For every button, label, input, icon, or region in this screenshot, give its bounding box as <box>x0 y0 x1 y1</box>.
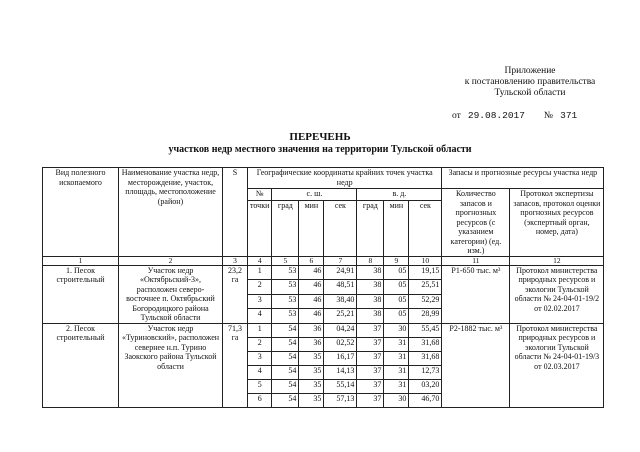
header-quantity: Количество запасов и прогнозных ресурсов (с указанием категории) (ед. изм.) <box>442 189 510 257</box>
decree-number: 371 <box>560 110 578 121</box>
col-number: 8 <box>357 256 384 265</box>
col-number: 3 <box>223 256 248 265</box>
deposits-table <box>42 167 604 408</box>
point-number: 3 <box>248 351 272 365</box>
lat-min: 46 <box>299 280 324 295</box>
lon-min: 30 <box>384 323 409 337</box>
col-number: 1 <box>43 256 119 265</box>
lat-sec: 24,91 <box>324 265 357 280</box>
lon-sec: 31,68 <box>409 337 442 351</box>
header-row-1 <box>43 168 604 189</box>
lon-sec: 25,51 <box>409 280 442 295</box>
lon-sec: 19,15 <box>409 265 442 280</box>
point-number: 6 <box>248 393 272 407</box>
header-lat: с. ш. <box>272 189 357 201</box>
lon-min: 05 <box>384 280 409 295</box>
deposit-name: Участок недр «Октябрьский-3», расположен северо-восточнее п. Октябрьский Богородицкого района Тульской области <box>119 265 223 323</box>
lat-deg: 54 <box>272 365 299 379</box>
lat-deg: 53 <box>272 265 299 280</box>
lon-deg: 37 <box>357 323 384 337</box>
header-lon-sec: сек <box>409 200 442 256</box>
header-lon-min: мин <box>384 200 409 256</box>
point-number: 1 <box>248 265 272 280</box>
col-number: 12 <box>510 256 604 265</box>
col-number: 7 <box>324 256 357 265</box>
table-row <box>43 265 604 280</box>
lon-sec: 46,70 <box>409 393 442 407</box>
appendix-line3: Тульской области <box>494 88 566 98</box>
lon-min: 05 <box>384 294 409 309</box>
lat-min: 46 <box>299 309 324 324</box>
lon-min: 31 <box>384 351 409 365</box>
table-body <box>43 265 604 407</box>
col-number: 9 <box>384 256 409 265</box>
lat-min: 35 <box>299 351 324 365</box>
point-number: 4 <box>248 365 272 379</box>
lon-min: 31 <box>384 365 409 379</box>
header-reserves: Запасы и прогнозные ресурсы участка недр <box>442 168 604 189</box>
number-prefix: № <box>543 111 553 121</box>
header-point-no: № <box>248 189 272 201</box>
lat-min: 36 <box>299 323 324 337</box>
lon-min: 31 <box>384 337 409 351</box>
point-number: 3 <box>248 294 272 309</box>
reserves-quantity: Р2-1882 тыс. м³ <box>442 323 510 407</box>
header-lon: в. д. <box>357 189 442 201</box>
lon-deg: 38 <box>357 265 384 280</box>
lat-sec: 14,13 <box>324 365 357 379</box>
lon-sec: 12,73 <box>409 365 442 379</box>
header-lat-min: мин <box>299 200 324 256</box>
deposit-area: 23,2 га <box>223 265 248 323</box>
header-protocol: Протокол экспертизы запасов, протокол оценки прогнозных ресурсов (экспертный орган, номер, дата) <box>510 189 604 257</box>
lon-sec: 52,29 <box>409 294 442 309</box>
lon-sec: 03,20 <box>409 379 442 393</box>
point-number: 2 <box>248 280 272 295</box>
lat-sec: 38,40 <box>324 294 357 309</box>
point-number: 4 <box>248 309 272 324</box>
col-number: 6 <box>299 256 324 265</box>
expert-protocol: Протокол министерства природных ресурсов и экологии Тульской области № 24-04-01-19/2 от 02.02.2017 <box>510 265 604 323</box>
lat-sec: 02,52 <box>324 337 357 351</box>
point-number: 1 <box>248 323 272 337</box>
appendix-line1: Приложение <box>504 66 556 76</box>
header-lat-deg: град <box>272 200 299 256</box>
col-number: 4 <box>248 256 272 265</box>
lat-deg: 54 <box>272 323 299 337</box>
lat-sec: 04,24 <box>324 323 357 337</box>
lon-deg: 37 <box>357 351 384 365</box>
lon-deg: 37 <box>357 365 384 379</box>
lon-min: 30 <box>384 393 409 407</box>
col-number: 5 <box>272 256 299 265</box>
lat-deg: 53 <box>272 294 299 309</box>
lat-deg: 54 <box>272 393 299 407</box>
lat-min: 35 <box>299 379 324 393</box>
header-point: точки <box>248 200 272 256</box>
header-geo: Географические координаты крайних точек участка недр <box>248 168 442 189</box>
deposit-kind: 2. Песок строительный <box>43 323 119 407</box>
lat-deg: 54 <box>272 379 299 393</box>
col-number: 11 <box>442 256 510 265</box>
lon-deg: 38 <box>357 294 384 309</box>
date-line <box>452 110 577 121</box>
lat-sec: 57,13 <box>324 393 357 407</box>
header-area: S <box>223 168 248 257</box>
lat-min: 46 <box>299 294 324 309</box>
lat-sec: 55,14 <box>324 379 357 393</box>
lon-deg: 37 <box>357 379 384 393</box>
lat-deg: 53 <box>272 280 299 295</box>
deposit-kind: 1. Песок строительный <box>43 265 119 323</box>
column-numbers-row <box>43 256 604 265</box>
reserves-quantity: Р1-650 тыс. м³ <box>442 265 510 323</box>
date-prefix: от <box>452 111 461 121</box>
lat-sec: 25,21 <box>324 309 357 324</box>
decree-date: 29.08.2017 <box>467 110 525 121</box>
lon-sec: 31,68 <box>409 351 442 365</box>
lat-sec: 48,51 <box>324 280 357 295</box>
deposit-area: 71,3 га <box>223 323 248 407</box>
col-number: 2 <box>119 256 223 265</box>
lon-min: 05 <box>384 265 409 280</box>
header-lon-deg: град <box>357 200 384 256</box>
lat-min: 35 <box>299 393 324 407</box>
table-row <box>43 323 604 337</box>
lat-deg: 54 <box>272 337 299 351</box>
point-number: 5 <box>248 379 272 393</box>
lon-deg: 37 <box>357 393 384 407</box>
header-kind: Вид полезного ископаемого <box>43 168 119 257</box>
header-lat-sec: сек <box>324 200 357 256</box>
header-name: Наименование участка недр, месторождение, участок, площадь, местоположение (район) <box>119 168 223 257</box>
lat-deg: 53 <box>272 309 299 324</box>
point-number: 2 <box>248 337 272 351</box>
lat-min: 35 <box>299 365 324 379</box>
lon-sec: 28,99 <box>409 309 442 324</box>
lon-min: 05 <box>384 309 409 324</box>
col-number: 10 <box>409 256 442 265</box>
lat-min: 36 <box>299 337 324 351</box>
lon-deg: 37 <box>357 337 384 351</box>
lat-deg: 54 <box>272 351 299 365</box>
lon-deg: 38 <box>357 280 384 295</box>
document-subtitle: участков недр местного значения на территории Тульской области <box>168 144 472 155</box>
document-title: ПЕРЕЧЕНЬ <box>289 131 351 143</box>
lat-min: 46 <box>299 265 324 280</box>
lon-sec: 55,45 <box>409 323 442 337</box>
deposit-name: Участок недр «Туриновский», расположен севернее н.п. Турино Заокского района Тульской области <box>119 323 223 407</box>
lon-min: 31 <box>384 379 409 393</box>
lon-deg: 38 <box>357 309 384 324</box>
lat-sec: 16,17 <box>324 351 357 365</box>
appendix-block <box>430 66 630 99</box>
appendix-line2: к постановлению правительства <box>464 77 596 87</box>
expert-protocol: Протокол министерства природных ресурсов и экологии Тульской области № 24-04-01-19/3 от 02.03.2017 <box>510 323 604 407</box>
